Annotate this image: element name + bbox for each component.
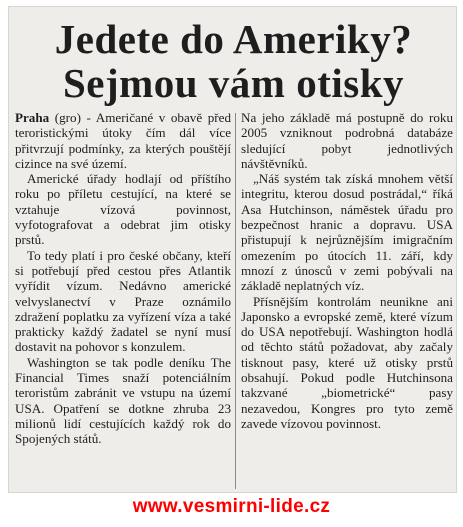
paragraph: To tedy platí i pro české občany, kteří si potřebují před cestou přes Atlantik vyřídit vízum. Nedávno americké velvyslanectví v Praze oznámilo zdražení poplatku za vyřízení víza a také prakticky každý žadatel se nyní musí dostavit na pohovor s konzulem.	[15, 247, 231, 355]
watermark-url: www.vesmirni-lide.cz	[132, 496, 331, 517]
lead-paragraph	[15, 110, 231, 171]
column-divider	[235, 113, 236, 489]
paragraph: Na jeho základě má postupně do roku 2005 vzniknout podrobná databáze sledující pobyt jednotlivých návštěvníků.	[241, 110, 453, 171]
paragraph: Americké úřady hodlají od příštího roku po příletu cestující, na které se vztahuje vízová povinnost, vyfotografovat a odebrat jim otisky prstů.	[15, 171, 231, 248]
headline-line-1: Jedete do Ameriky?	[54, 16, 413, 62]
headline-line-2: Sejmou vám otisky	[62, 60, 405, 106]
lead-text: (gro) - Američané v obavě před teroristickými útoky čím dál více přitvrzují podmínky, za kterých pouštějí cizince na své území.	[15, 110, 231, 171]
paragraph: Přísnějším kontrolám neunikne ani Japonsko a evropské země, které vízum do USA nepotřebují. Washington hodlá od těchto států požadovat, aby začaly tisknout pasy, které už otisky prstů obsahují. Pokud podle Hutchinsona takzvané „biometrické“ pasy nezavedou, Kongres pro tyto země zavede vízovou povinnost.	[241, 293, 453, 431]
article-column-right	[241, 110, 453, 431]
newspaper-clipping	[8, 6, 457, 493]
article-headline	[9, 17, 458, 105]
dateline-city: Praha	[15, 110, 50, 125]
paragraph: Washington se tak podle deníku The Financial Times snaží potenciálním teroristům zabránit ve vstupu na území USA. Opatření se dotkne zhruba 23 milionů lidí cestujících každý rok do Spojených států.	[15, 354, 231, 447]
paragraph: „Náš systém tak získá mnohem větší integritu, kterou dosud postrádal,“ říká Asa Hutchinson, náměstek úřadu pro bezpečnost hranic a dopravu. USA přistupují k nejrůznějším imigračním omezením po útocích 11. září, kdy mnozí z únosců v zemi pobývali na základě neplatných víz.	[241, 171, 453, 294]
article-column-left	[15, 110, 231, 447]
